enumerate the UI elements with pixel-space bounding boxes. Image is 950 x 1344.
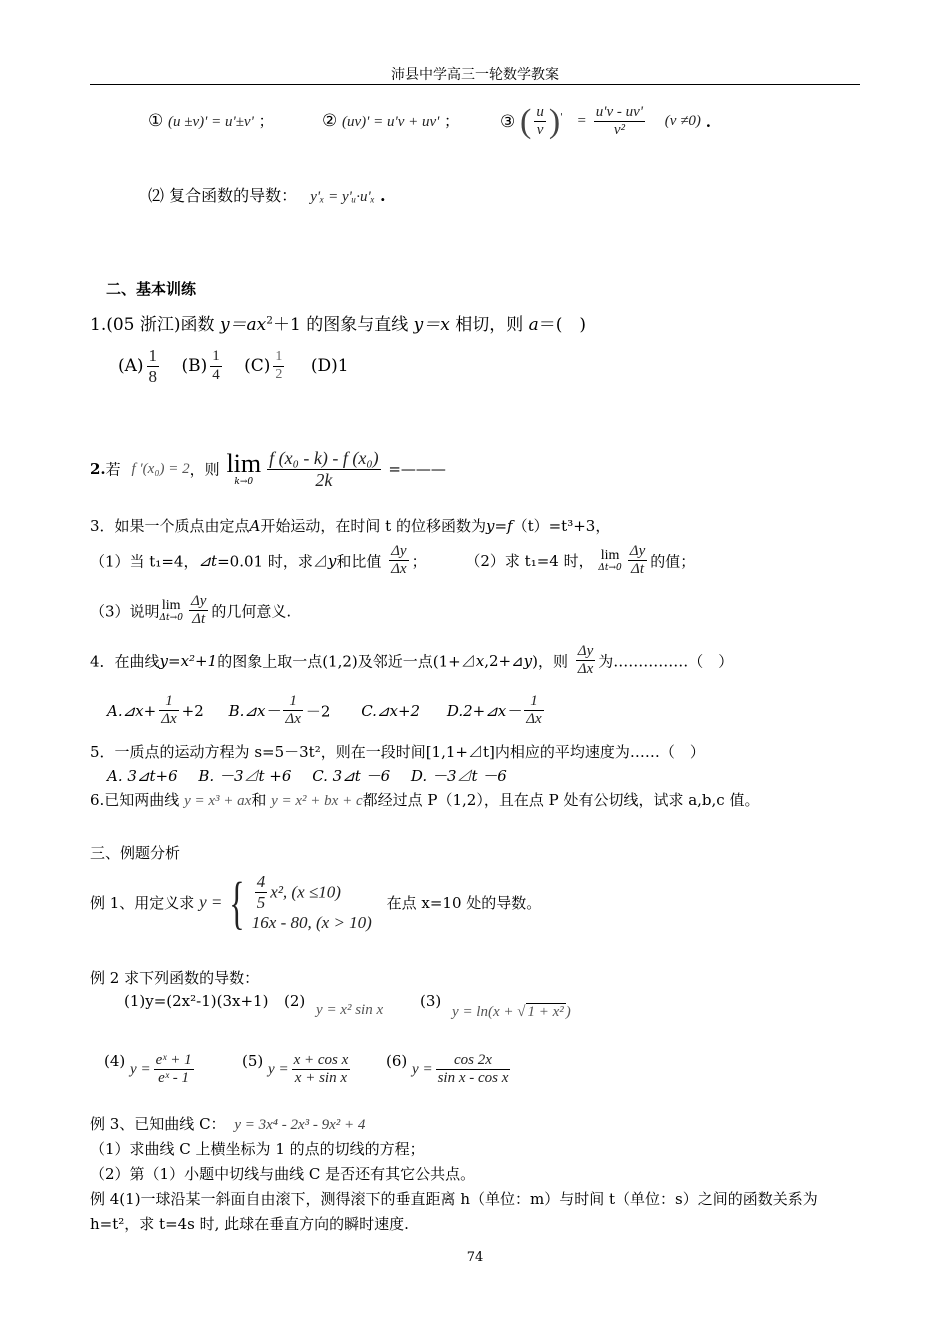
- q6-c: 都经过点 P（1,2），且在点 P 处有公切线，试求 a,b,c 值。: [362, 791, 760, 809]
- ex2-f5-den: x + sin x: [294, 1070, 347, 1087]
- ex4-line-1: 例 4(1)一球沿某一斜面自由滚下，测得滚下的垂直距离 h（单位：m）与时间 t（单位：s）之间的函数关系为: [90, 1190, 818, 1208]
- ex2-f5-label: (5): [242, 1052, 264, 1070]
- ex2-f3-radicand: 1 + x²: [527, 1004, 564, 1020]
- q4-option-b-tail: －2: [305, 702, 331, 721]
- q3-p1-fraction: [389, 543, 408, 579]
- q1-option-b-fraction: [210, 348, 222, 384]
- question-5-options: [107, 765, 507, 786]
- question-3-part-1: [90, 543, 695, 579]
- quotient-result-numerator: u'v - uv': [594, 104, 645, 122]
- q1-option-b-den: 4: [212, 366, 220, 383]
- ex2-f6-num: cos 2x: [436, 1052, 511, 1070]
- question-5-stem: 5．一质点的运动方程为 s=5－3t²，则在一段时间[1,1+⊿t]内相应的平均速度为……（ ）: [90, 743, 705, 761]
- ex2-f4-den: eˣ - 1: [158, 1070, 190, 1087]
- rule-sum-expr: (u ±v)' = u'±v': [168, 114, 254, 130]
- ex2-function-4: [104, 1052, 197, 1088]
- q3-p2-limit: [598, 549, 621, 573]
- q4-stem-c: 的图象上取一点(1,2)及邻近一点(1+⊿: [217, 652, 476, 671]
- ex2-f4-y: y =: [130, 1061, 151, 1078]
- ex1-case-1: [252, 872, 372, 912]
- q1-option-c-den: 2: [275, 366, 283, 382]
- ex2-f3-label: (3): [420, 992, 442, 1010]
- q3-p1-end: ；: [411, 552, 427, 571]
- q3-p3-limit-word: lim: [161, 597, 181, 613]
- q3-p1-e: 和比值: [336, 552, 382, 571]
- question-4-options: [107, 693, 547, 729]
- ex1-case-2: 16x - 80, (x > 10): [251, 913, 372, 933]
- q1-option-a-den: 8: [148, 366, 158, 386]
- ex1-lead: 例 1、用定义求: [90, 894, 195, 913]
- quotient-inner-numerator: u: [534, 104, 546, 122]
- q4-option-a-den: Δx: [161, 711, 177, 728]
- question-2: [90, 448, 446, 490]
- q5-option-c: C. 3⊿t －6: [312, 767, 391, 785]
- example-2-lead: 例 2 求下列函数的导数：: [90, 969, 260, 987]
- ex2-f4-num: eˣ + 1: [154, 1052, 194, 1070]
- q4-option-a-fraction: [159, 693, 178, 729]
- ex2-function-3: [420, 992, 571, 1020]
- q1-lead: 1.(05 浙江)函数: [90, 315, 215, 335]
- q4-option-a-num: 1: [159, 693, 178, 711]
- q1-option-b-label: (B): [181, 356, 208, 377]
- q1-func-a: y＝ax: [219, 315, 267, 335]
- ex3-part-1: （1）求曲线 C 上横坐标为 1 的点的切线的方程；: [90, 1140, 425, 1158]
- rule-product: [322, 110, 459, 131]
- ex3-lead: 例 3、已知曲线 C：: [90, 1115, 226, 1133]
- quotient-inner-denominator: v: [536, 122, 544, 139]
- q3-p3-limit: [160, 599, 183, 623]
- q4-option-d-den: Δx: [526, 711, 542, 728]
- q3-p1-a: （1）当 t₁=4，: [90, 552, 199, 571]
- quotient-right-paren: ): [548, 102, 561, 140]
- q4-option-b-num: 1: [283, 693, 302, 711]
- ex1-case-1-num: 4: [256, 872, 266, 891]
- question-3-part-3: [90, 593, 291, 629]
- rule-product-end: ；: [444, 112, 460, 130]
- rule-sum-end: ；: [258, 112, 274, 130]
- example-3-lead: [90, 1113, 365, 1134]
- ex2-function-6: [386, 1052, 513, 1088]
- q3-p3-limit-under: Δt→0: [159, 612, 183, 623]
- q4-stem-end: 为……………（ ）: [598, 652, 734, 671]
- rule-product-number: ②: [322, 111, 338, 131]
- q3-point-A: A: [249, 517, 261, 535]
- quotient-end: .: [705, 112, 711, 131]
- q4-stem-b: y=x²+1: [159, 651, 218, 670]
- q3-p3-end: 的几何意义.: [211, 602, 292, 621]
- q1-option-a-label: (A): [118, 356, 144, 377]
- q4-dx: Δx: [577, 661, 594, 678]
- q6-curve-2: y = x² + bx + c: [271, 793, 363, 809]
- question-6: [90, 789, 759, 810]
- q1-tangent: 相切，则: [455, 315, 524, 335]
- q4-option-b-fraction: [283, 693, 302, 729]
- rule-sum: [148, 110, 274, 131]
- ex2-function-1: (1)y=(2x²-1)(3x+1): [124, 992, 269, 1010]
- ex2-f5-num: x + cos x: [292, 1052, 351, 1070]
- ex2-f2-label: (2): [284, 992, 306, 1010]
- ex2-f3-a: y = ln(x +: [452, 1004, 514, 1020]
- ex1-cases: [252, 872, 372, 933]
- q1-option-c-num: 1: [273, 349, 284, 366]
- q1-option-c-label: (C): [244, 356, 271, 377]
- q4-stem-f: y: [523, 651, 533, 670]
- ex1-case-1-den: 5: [256, 892, 266, 912]
- q1-option-a-fraction: [147, 346, 160, 386]
- q2-number: 2.: [90, 460, 106, 479]
- q1-end: ＝( ): [538, 315, 587, 335]
- quotient-result-denominator: v²: [613, 122, 625, 139]
- section-examples-title: 三、例题分析: [90, 844, 181, 862]
- q3-p3-dt: Δt: [192, 611, 206, 628]
- q4-stem-a: 4．在曲线: [90, 652, 160, 671]
- q5-option-a: A. 3⊿t+6: [107, 767, 178, 785]
- ex1-brace: {: [229, 869, 245, 935]
- rule-quotient-number: ③: [500, 111, 516, 132]
- q4-option-a-tail: +2: [181, 701, 204, 720]
- q1-a: a: [528, 315, 539, 335]
- ex2-f2-expr: y = x² sin x: [316, 1002, 384, 1018]
- q1-line: y＝x: [413, 315, 450, 335]
- q3-p3-a: （3）说明: [90, 602, 160, 621]
- q2-tail: =———: [388, 460, 446, 479]
- ex2-f5-fraction: [292, 1052, 351, 1088]
- q4-dy: Δy: [576, 643, 595, 661]
- quotient-inner-fraction: [534, 104, 546, 140]
- ex2-f3-sqrt-sign: √: [517, 1004, 526, 1020]
- quotient-prime: ': [560, 111, 563, 123]
- ex1-case-1-tail: x², (x ≤10): [270, 882, 341, 902]
- example-1: [90, 869, 542, 935]
- question-3-stem: [90, 515, 610, 536]
- q4-option-b-den: Δx: [285, 711, 301, 728]
- q3-p2-a: （2）求 t₁=4 时，: [465, 552, 594, 571]
- q4-option-d-fraction: [524, 693, 543, 729]
- q3-p1-dy: Δy: [389, 543, 408, 561]
- quotient-condition: (v ≠0): [664, 113, 701, 130]
- ex2-f6-label: (6): [386, 1052, 408, 1070]
- q2-condition: f ′(x₀) = 2: [131, 460, 190, 477]
- q2-fraction-num: f (x₀ - k) - f (x₀): [269, 448, 379, 468]
- quotient-equals: =: [577, 113, 586, 130]
- q4-option-b-text: B.⊿x－: [228, 702, 281, 721]
- q1-option-b-num: 1: [210, 348, 222, 366]
- q2-fraction-den: 2k: [315, 469, 333, 490]
- section-basic-training-title: 二、基本训练: [106, 280, 197, 298]
- q3-p3-fraction: [189, 593, 208, 629]
- ex3-expr: y = 3x⁴ - 2x³ - 9x² + 4: [234, 1117, 366, 1133]
- q3-stem-c: y=f: [485, 517, 513, 535]
- rule-product-expr: (uv)' = u'v + uv': [342, 114, 440, 130]
- q5-option-d: D. －3⊿t －6: [410, 767, 507, 785]
- q6-curve-1: y = x³ + ax: [184, 793, 252, 809]
- q3-p1-dx: Δx: [391, 561, 407, 578]
- rule-sum-number: ①: [148, 111, 164, 131]
- question-1-stem: [90, 310, 586, 335]
- q3-p1-c: =0.01 时，求⊿: [217, 552, 328, 571]
- ex2-function-2: [284, 992, 384, 1018]
- q3-p2-dy: Δy: [628, 543, 647, 561]
- ex2-f3-expr: [452, 1004, 571, 1020]
- q2-fraction: [267, 448, 380, 490]
- ex4-line-2: h=t²，求 t=4s 时, 此球在垂直方向的瞬时速度.: [90, 1215, 409, 1233]
- question-1-options: [118, 346, 349, 386]
- q3-p2-limit-word: lim: [600, 547, 620, 563]
- ex2-f5-y: y =: [268, 1061, 289, 1078]
- ex2-f3-c: ): [565, 1004, 571, 1020]
- ex2-function-5: [242, 1052, 353, 1088]
- composite-expr: y'ₓ = y'ᵤ·u'ₓ: [310, 189, 375, 205]
- ex2-f6-y: y =: [412, 1061, 433, 1078]
- q3-p1-b: ⊿t: [198, 551, 218, 570]
- q4-option-d-num: 1: [524, 693, 543, 711]
- q6-b: 和: [251, 791, 267, 809]
- q2-comma: ，则: [189, 460, 220, 479]
- rule-quotient: [500, 104, 711, 140]
- q4-stem-g: )，则: [532, 652, 568, 671]
- q2-lead: 若: [105, 460, 121, 479]
- q3-stem-b: 开始运动，在时间 t 的位移函数为: [260, 517, 486, 535]
- page-header-title: 沛县中学高三一轮数学教案: [391, 67, 559, 83]
- q1-option-a-num: 1: [148, 346, 158, 365]
- q2-limit-under: k→0: [234, 477, 254, 488]
- q3-p2-limit-under: Δt→0: [598, 562, 622, 573]
- q1-option-d: (D)1: [310, 356, 349, 377]
- ex1-tail: 在点 x=10 处的导数。: [386, 894, 542, 913]
- composite-rule: [148, 183, 386, 206]
- page-number: 74: [466, 1250, 484, 1265]
- q3-p1-d: y: [327, 551, 337, 570]
- quotient-result-fraction: [594, 104, 645, 140]
- ex3-part-2: （2）第（1）小题中切线与曲线 C 是否还有其它公共点。: [90, 1165, 476, 1183]
- composite-label: ⑵ 复合函数的导数：: [148, 186, 298, 205]
- q3-p2-end: 的值；: [650, 552, 696, 571]
- q3-p2-fraction: [628, 543, 647, 579]
- header-divider: [90, 84, 860, 85]
- q4-stem-e: ,2+⊿: [484, 651, 524, 670]
- quotient-left-paren: (: [520, 102, 532, 140]
- q4-option-c: C.⊿x+2: [361, 701, 421, 720]
- q1-sup: 2: [266, 314, 273, 327]
- q1-option-c-fraction: [273, 349, 284, 382]
- question-4-stem: [90, 643, 733, 679]
- composite-end: .: [380, 186, 386, 205]
- q1-func-b: ＋1 的图象与直线: [272, 315, 409, 335]
- q3-p2-dt: Δt: [631, 561, 644, 578]
- ex1-case-1-fraction: [255, 872, 268, 912]
- q3-stem-a: 3．如果一个质点由定点: [90, 517, 250, 535]
- ex2-f6-fraction: [436, 1052, 511, 1088]
- ex1-y: y =: [199, 892, 223, 912]
- ex2-f6-den: sin x - cos x: [437, 1070, 509, 1087]
- q2-limit-word: lim: [226, 449, 262, 479]
- q2-limit: [226, 451, 261, 487]
- q4-fraction: [576, 643, 595, 679]
- q5-option-b: B. －3⊿t +6: [198, 767, 292, 785]
- ex2-f4-label: (4): [104, 1052, 126, 1070]
- q4-option-d-text: D.2+⊿x－: [446, 702, 522, 721]
- q3-p3-dy: Δy: [189, 593, 208, 611]
- ex2-f4-fraction: [154, 1052, 194, 1088]
- q4-stem-d: x: [475, 651, 485, 670]
- q4-option-a-text: A.⊿x+: [107, 701, 157, 720]
- q6-a: 6.已知两曲线: [90, 791, 180, 809]
- q3-stem-d: （t）=t³+3，: [512, 517, 611, 535]
